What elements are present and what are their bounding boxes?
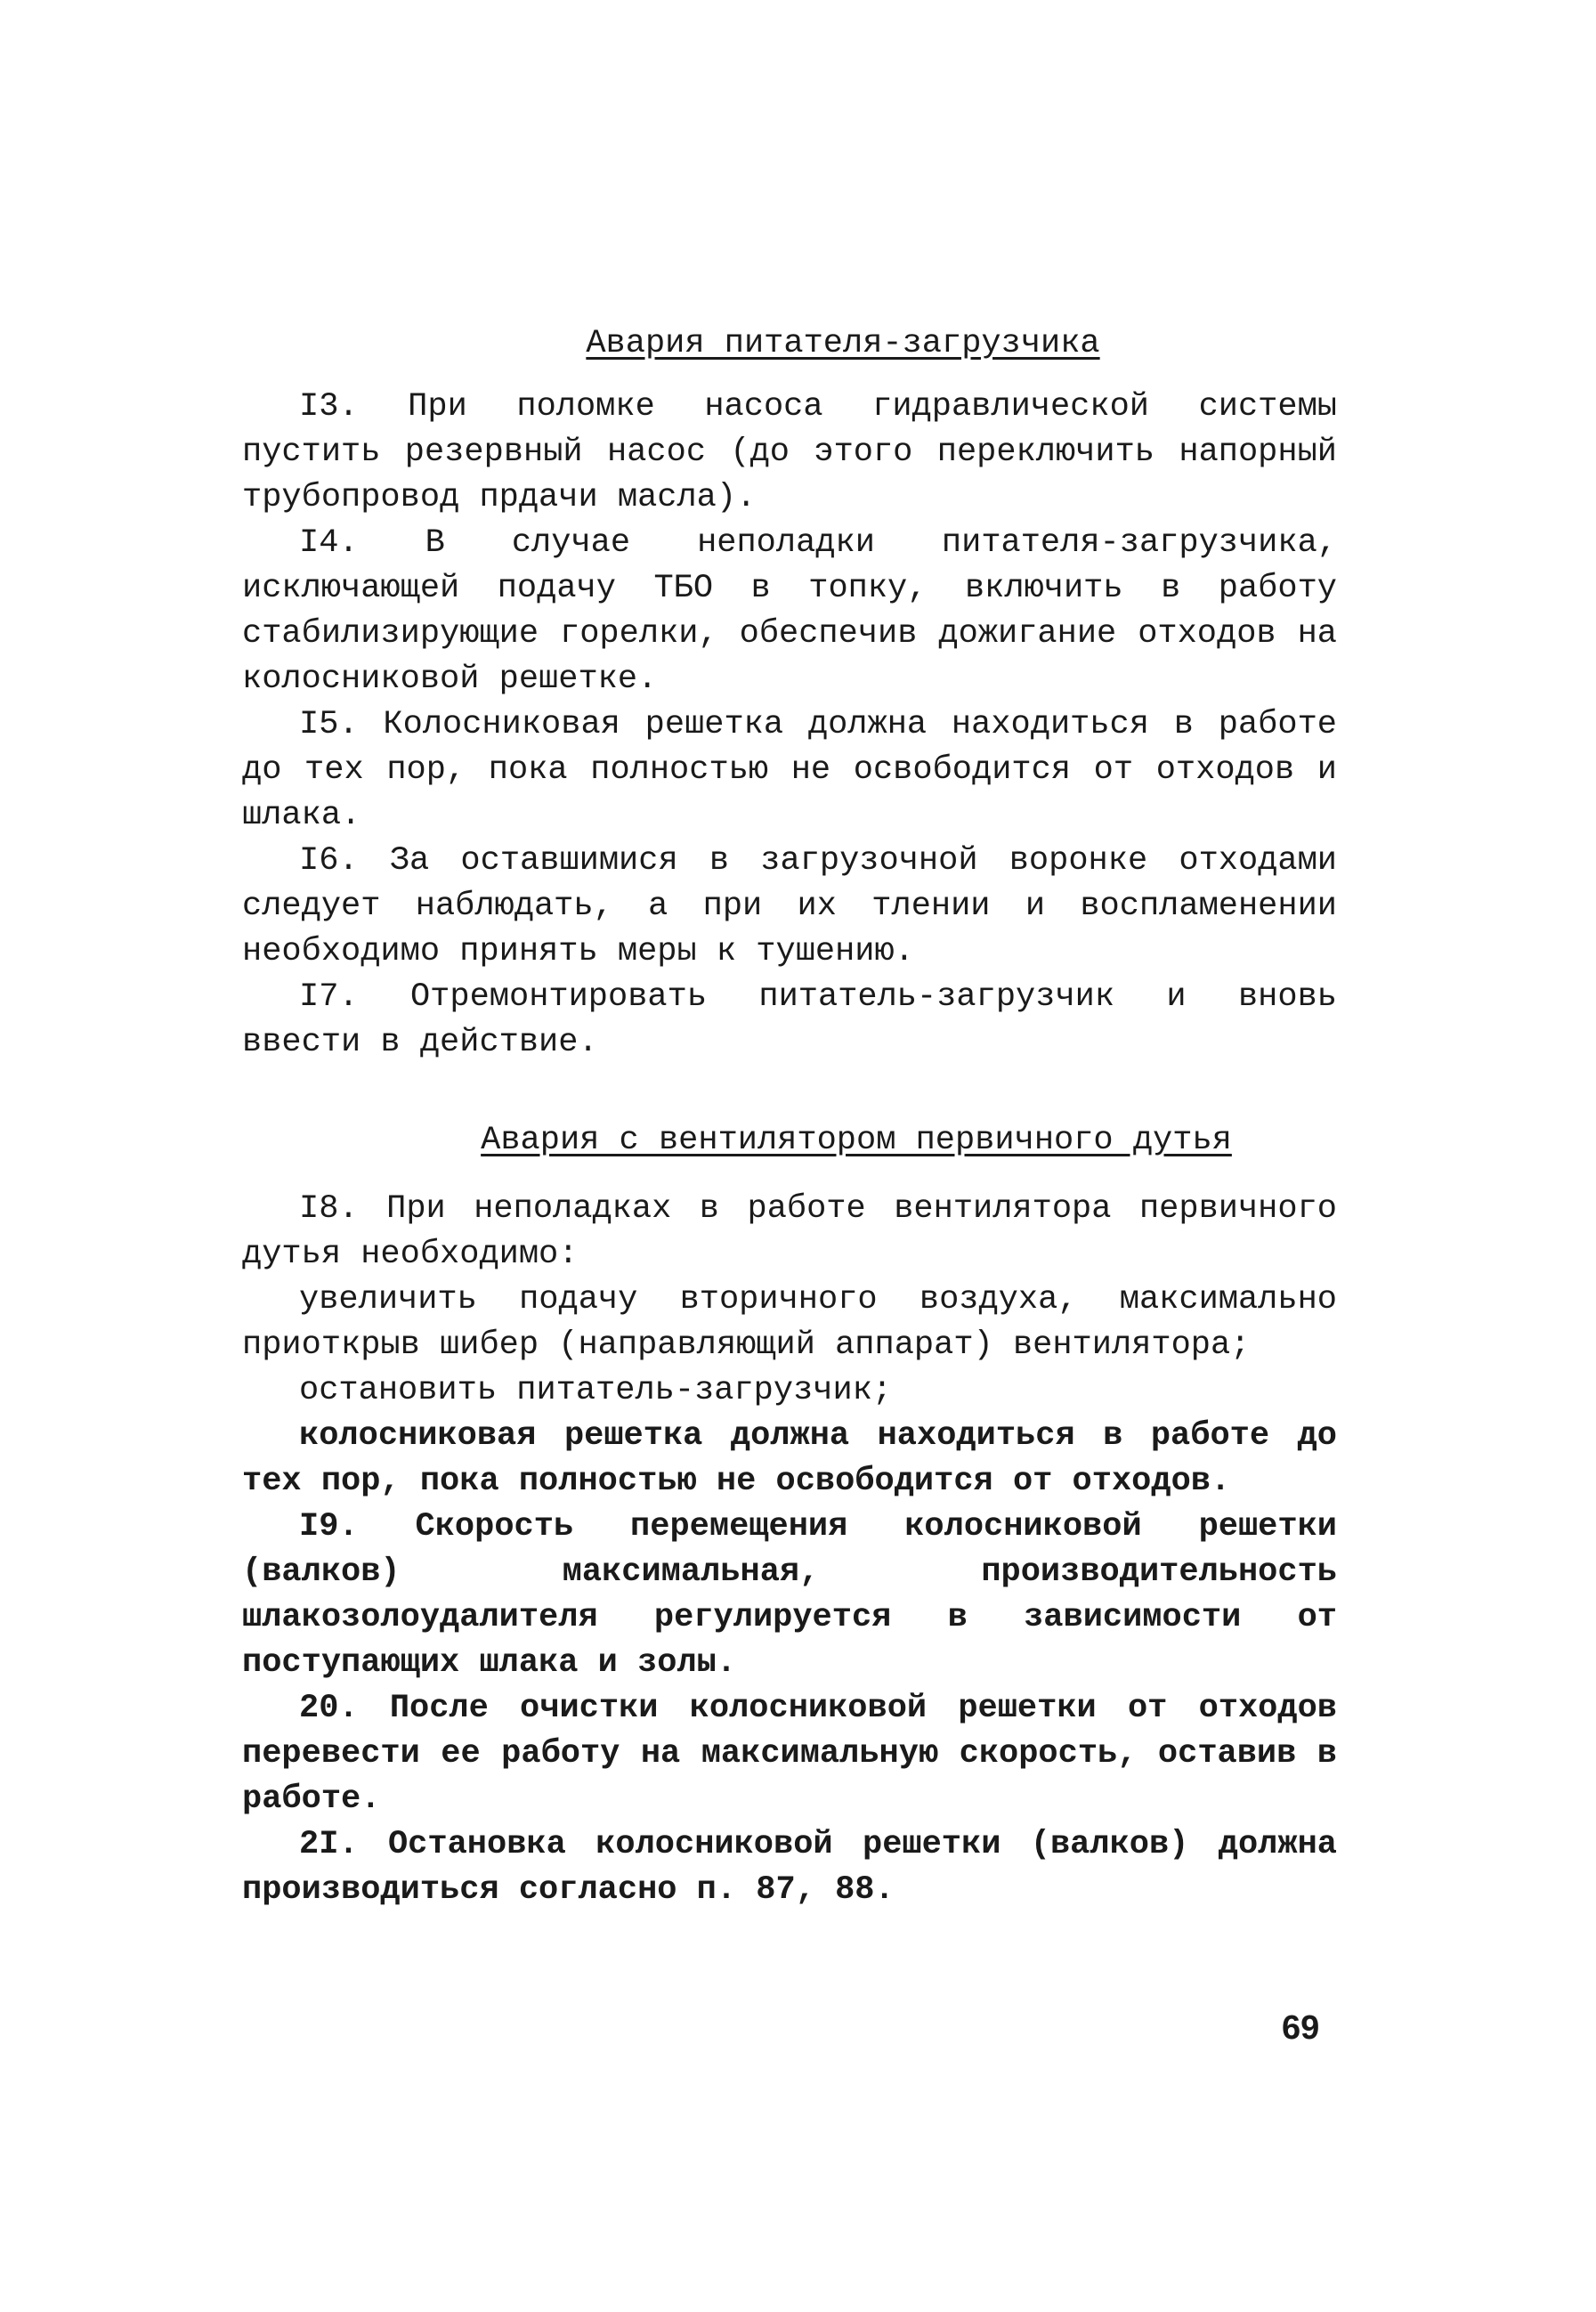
paragraph-18-item-grate: колосниковая решетка должна находиться в работе до тех пор, пока полностью не освободится от отходов. — [242, 1417, 1337, 1500]
paragraph-17: I7. Отремонтировать питатель-загрузчик и вновь ввести в действие. — [242, 978, 1337, 1061]
paragraph-18: I8. При неполадках в работе вентилятора первичного дутья необходимо: — [242, 1190, 1337, 1273]
section-heading-fan-failure: Авария с вентилятором первичного дутья — [481, 1122, 1232, 1159]
paragraph-21: 2I. Остановка колосниковой решетки (валков) должна производиться согласно п. 87, 88. — [242, 1826, 1337, 1909]
paragraph-18-item-stop-feeder: остановить питатель-загрузчик; — [299, 1372, 893, 1409]
paragraph-18-item-secondary-air: увеличить подачу вторичного воздуха, максимально приоткрыв шибер (направляющий аппарат) вентилятора; — [242, 1281, 1337, 1364]
paragraph-19: I9. Скорость перемещения колосниковой решетки (валков) максимальная, производительность шлакозолоудалителя регулируется в зависимости от поступающих шлака и золы. — [242, 1508, 1337, 1682]
page-content — [242, 320, 1337, 1913]
paragraph-14: I4. В случае неполадки питателя-загрузчика, исключающей подачу ТБО в топку, включить в работу стабилизирующие горелки, обеспечив дожигание отходов на колосниковой решетке. — [242, 524, 1337, 698]
paragraph-20: 20. После очистки колосниковой решетки от отходов перевести ее работу на максимальную скорость, оставив в работе. — [242, 1690, 1337, 1818]
paragraph-16: I6. За оставшимися в загрузочной воронке отходами следует наблюдать, а при их тлении и воспламенении необходимо принять меры к тушению. — [242, 842, 1337, 970]
page-number: 69 — [1282, 2009, 1320, 2047]
paragraph-15: I5. Колосниковая решетка должна находиться в работе до тех пор, пока полностью не освободится от отходов и шлака. — [242, 706, 1337, 834]
section-heading-feeder-failure: Авария питателя-загрузчика — [586, 325, 1100, 362]
paragraph-13: I3. При поломке насоса гидравлической системы пустить резервный насос (до этого переключить напорный трубопровод прдачи масла). — [242, 388, 1337, 516]
